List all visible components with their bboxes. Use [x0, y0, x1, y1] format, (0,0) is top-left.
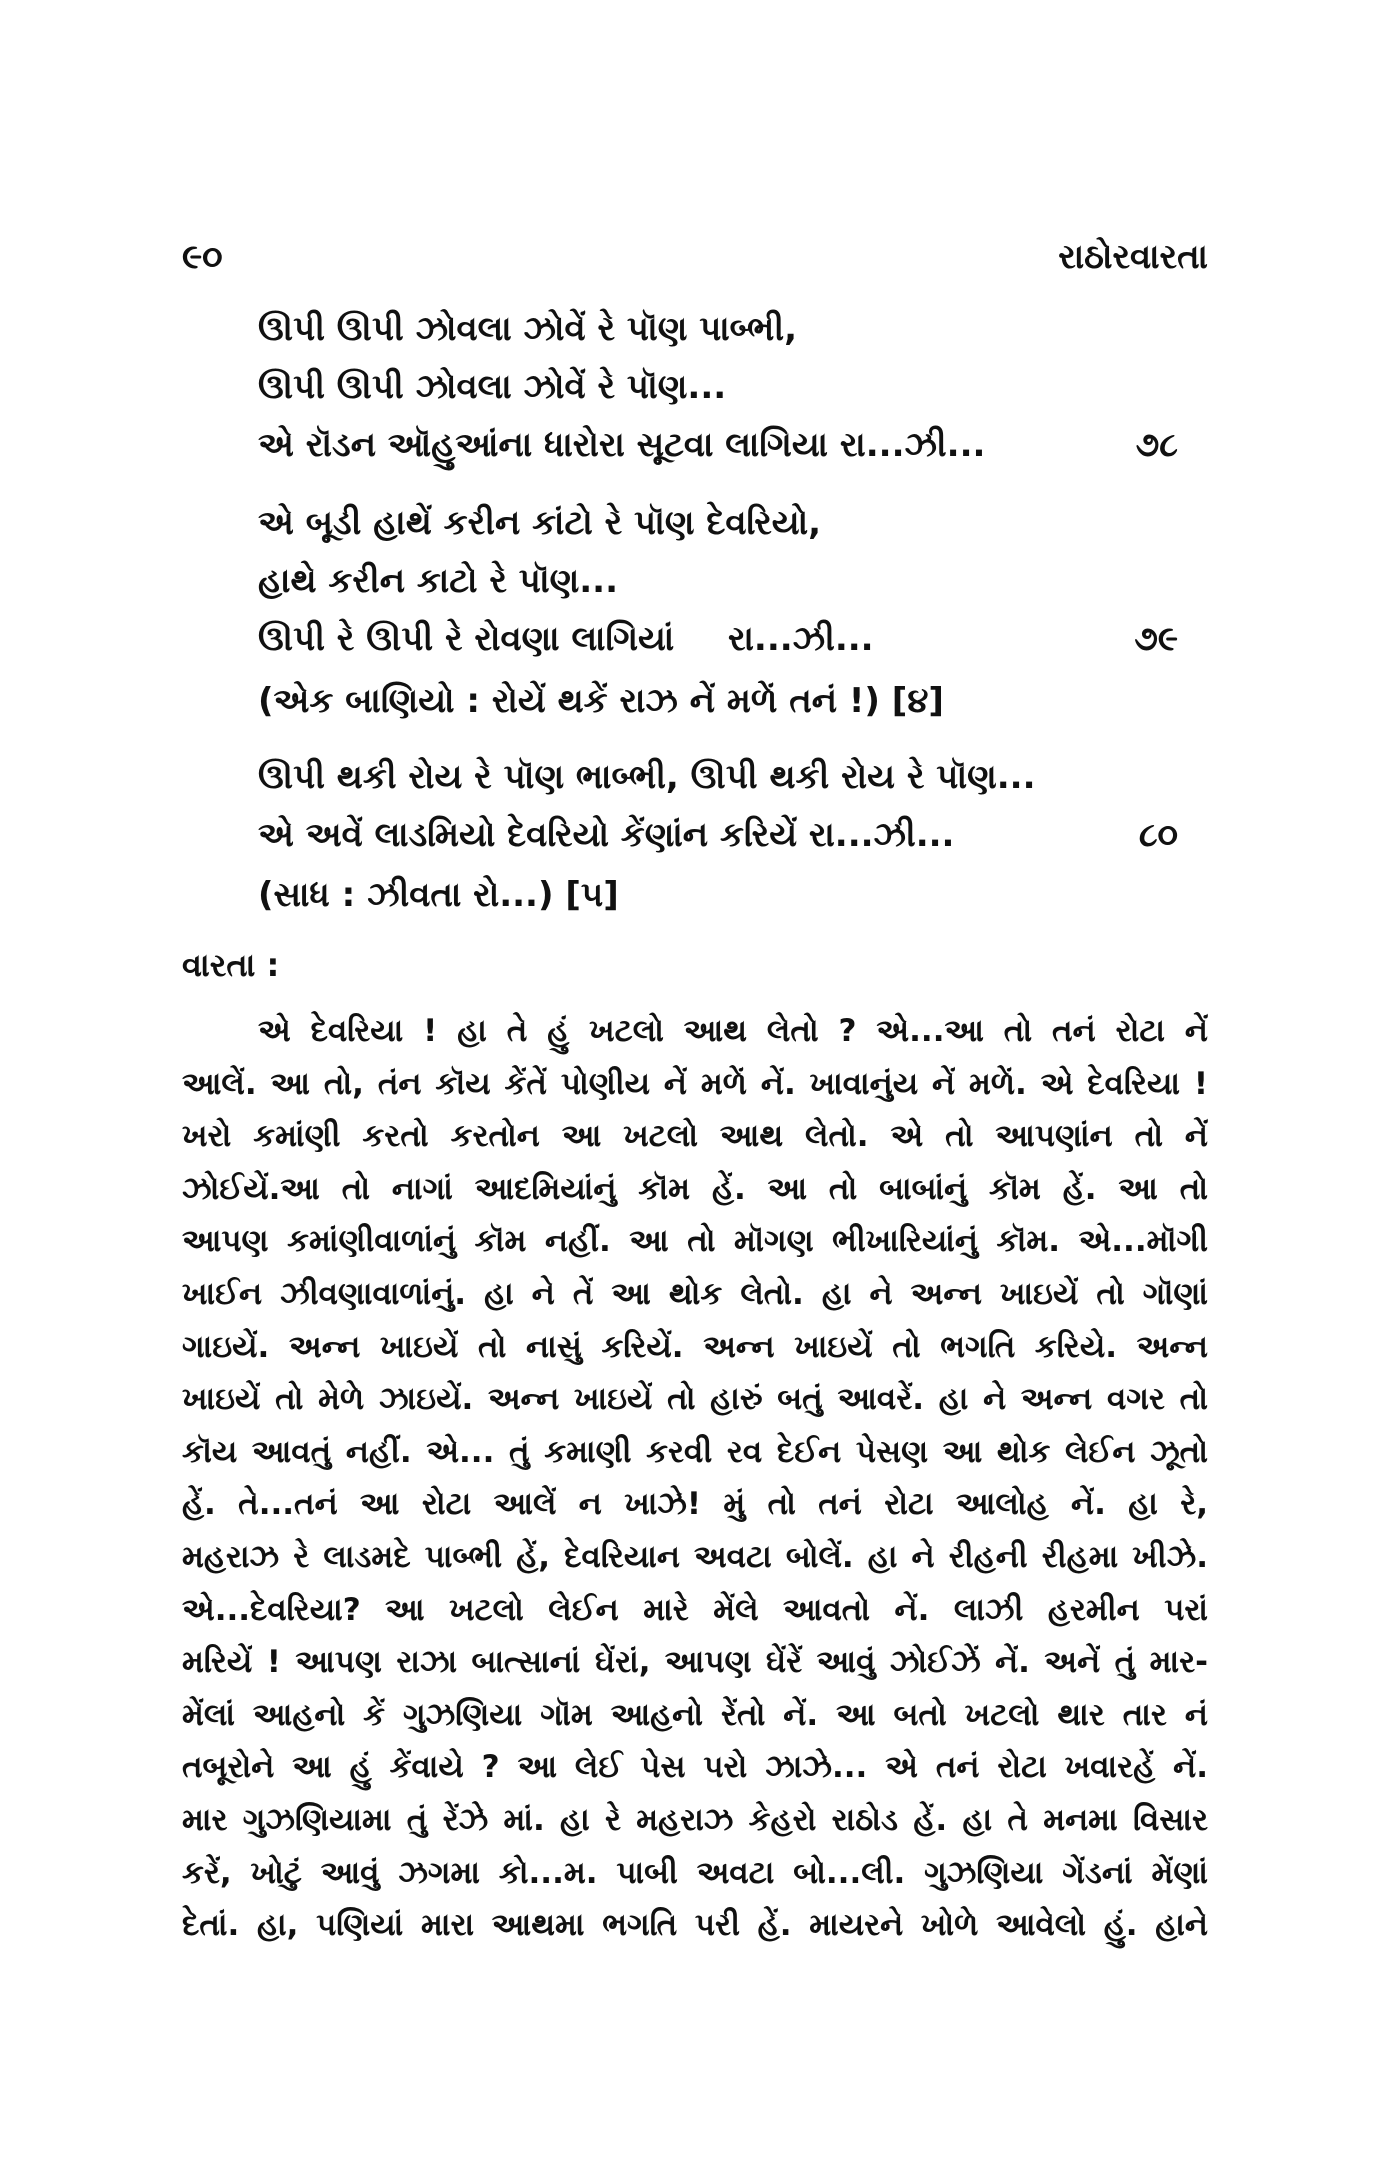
prose-line: ખાઈન ઝીવણાવાળાંનું. હા ને તેં આ થોક લેતો. હા ને અન્ન ખાઇયેં તો ગૉણાં [182, 1275, 1208, 1312]
prose-line: ખાઇયેં તો મેળે ઝાઇયેં. અન્ન ખાઇયેં તો હારું બતું આવરેં. હા ને અન્ન વગર તો [182, 1381, 1208, 1418]
prose-line: ખરો કમાંણી કરતો કરતોન આ ખટલો આથ લેતો. એ તો આપણાંન તો નેં [182, 1118, 1208, 1155]
verse-line: ઊપી થકી રોય રે પૉણ ભાબ્ભી, ઊપી થકી રોય રે પૉણ... [258, 757, 1036, 797]
prose-line: તબૂરોને આ હું કેંવાયે ? આ લેઈ પેસ પરો ઝાઝે... એ તનં રોટા ખવારહેં નેં. [182, 1749, 1208, 1786]
prose-line: કરેં, ખોટું આવું ઝગમા કો...મ. પાબી અવટા બો...લી. ગુઝણિયા ગેંડનાં મેંણાં [182, 1854, 1208, 1891]
prose-line: ગાઇયેં. અન્ન ખાઇયેં તો નાસું કરિયેં. અન્ન ખાઇયેં તો ભગતિ કરિયે. અન્ન [182, 1328, 1208, 1365]
note-5: (સાધ : ઝીવતા રો...) [૫] [258, 875, 619, 915]
stanza-80 [258, 748, 1178, 864]
prose-line: આપણ કમાંણીવાળાંનું કૉમ નહીં. આ તો મૉગણ ભીખારિયાંનું કૉમ. એ...મૉગી [182, 1223, 1208, 1260]
verse-number: ૭૮ [1135, 425, 1178, 465]
prose-line: ઝોઈયેં.આ તો નાગાં આદમિયાંનું કૉમ હેં. આ તો બાબાંનું કૉમ હેં. આ તો [182, 1170, 1208, 1207]
verse-number: ૭૯ [1134, 619, 1178, 659]
prose-line: મરિયેં ! આપણ રાઝા બાત્સાનાં ઘેંરાં, આપણ ઘેંરેં આવું ઝોઈઝેં નેં. અનેં તું માર- [182, 1644, 1208, 1681]
prose-paragraph [182, 1005, 1208, 1952]
prose-line: એ...દેવરિયા? આ ખટલો લેઈન મારે મેંલે આવતો નેં. લાઝી હરમીન પરાં [182, 1591, 1208, 1628]
prose-line: દેતાં. હા, પણિયાં મારા આથમા ભગતિ પરી હેં. માયરને ખોળે આવેલો હું. હાને [182, 1907, 1208, 1944]
prose-line: એ દેવરિયા ! હા તે હું ખટલો આથ લેતો ? એ...આ તો તનં રોટા નેં [258, 1013, 1208, 1049]
verse-line: ઊપી ઊપી ઝોવલા ઝોવેં રે પૉણ પાબ્ભી, [258, 309, 798, 349]
stanza-79 [258, 494, 1178, 668]
running-title: રાઠોરવારતા [1058, 237, 1208, 277]
note-4: (એક બાણિયો : રોયેં થકેં રાઝ નેં મળેં તનં !) [૪] [258, 681, 944, 721]
section-heading: વારતા : [182, 946, 280, 984]
verse-number: ૮૦ [1138, 815, 1178, 855]
prose-line: આલેં. આ તો, તંન કૉય કેંતેં પોણીય નેં મળેં નેં. ખાવાનુંય નેં મળેં. એ દેવરિયા ! [182, 1065, 1208, 1102]
verse-line: ઊપી ઊપી ઝોવલા ઝોવેં રે પૉણ... [258, 367, 727, 407]
verse-line: ઊપી રે ઊપી રે રોવણા લાગિયાં રા...ઝી... ૭૯ [258, 610, 1178, 668]
prose-line: કૉય આવતું નહીં. એ... તું કમાણી કરવી રવ દેઈન પેસણ આ થોક લેઈન ઝૂતો [182, 1433, 1208, 1470]
verse-line: એ રૉડન ઑહુઆંના ધારોરા સૂટવા લાગિયા રા...ઝી... ૭૮ [258, 416, 1178, 474]
page-number: ૯૦ [182, 237, 223, 277]
prose-line: મહરાઝ રે લાડમદે પાબ્ભી હેં, દેવરિયાન અવટા બોલેં. હા ને રીહની રીહમા ખીઝે. [182, 1538, 1208, 1575]
prose-line: માર ગુઝણિયામા તું રેંઝે માં. હા રે મહરાઝ કેહરો રાઠોડ હેં. હા તે મનમા વિસાર [182, 1801, 1208, 1838]
verse-line: એ અવેં લાડમિયો દેવરિયો કેંણાંન કરિયેં રા...ઝી... ૮૦ [258, 806, 1178, 864]
verse-line: એ બૂડી હાથેં કરીન કાંટો રે પૉણ દેવરિયો, [258, 503, 822, 543]
stanza-78 [258, 300, 1178, 474]
refrain: રા...ઝી... [728, 619, 874, 659]
prose-line: મેંલાં આહનો કેં ગુઝણિયા ગૉમ આહનો રેંતો નેં. આ બતો ખટલો થાર તાર નં [182, 1696, 1208, 1733]
prose-line: હેં. તે...તનં આ રોટા આલેં ન ખાઝે! મું તો તનં રોટા આલોહ નેં. હા રે, [182, 1486, 1208, 1523]
page-header [182, 232, 1208, 282]
verse-line: હાથે કરીન કાટો રે પૉણ... [258, 561, 618, 601]
